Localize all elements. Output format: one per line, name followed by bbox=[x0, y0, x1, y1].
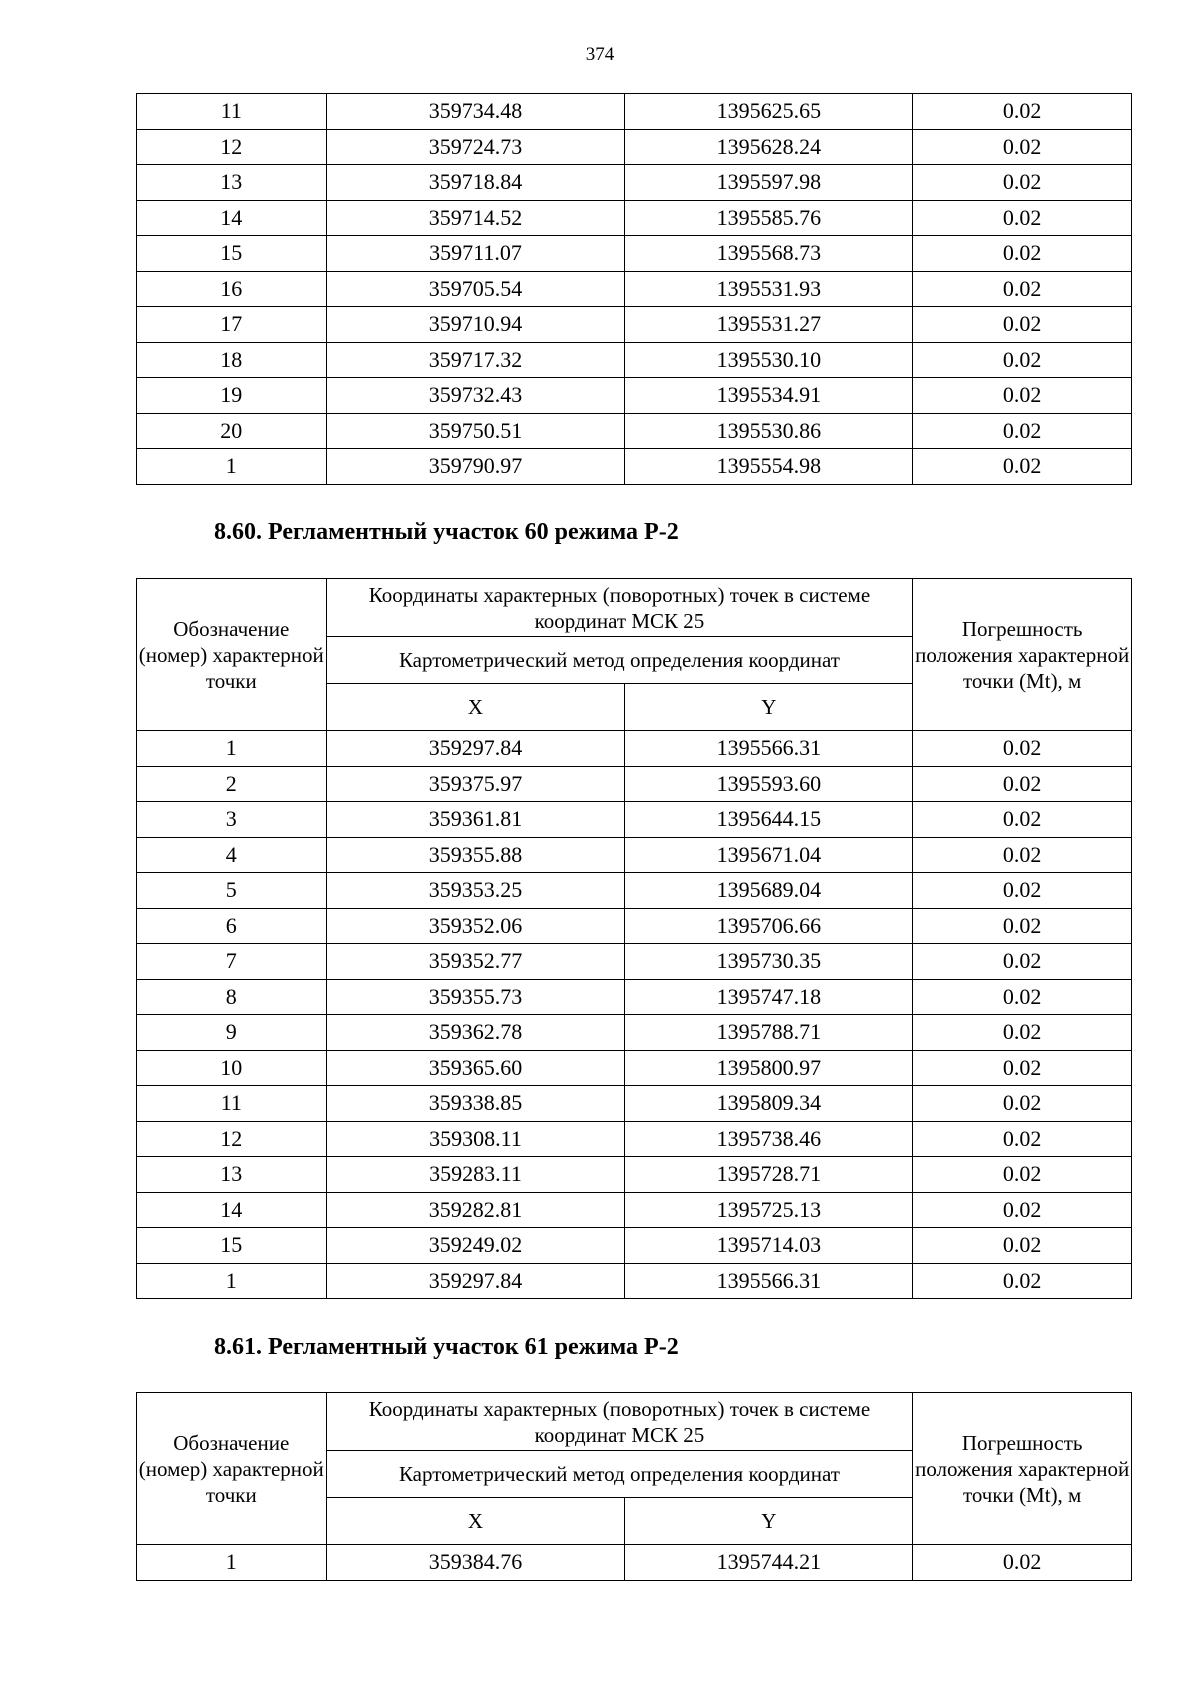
cell-error: 0.02 bbox=[913, 307, 1132, 343]
cell-x: 359384.76 bbox=[326, 1545, 625, 1581]
cell-error: 0.02 bbox=[913, 1228, 1132, 1264]
cell-point-number: 17 bbox=[137, 307, 327, 343]
table-row bbox=[137, 271, 1132, 307]
cell-error: 0.02 bbox=[913, 236, 1132, 272]
cell-error: 0.02 bbox=[913, 1545, 1132, 1581]
cell-x: 359362.78 bbox=[326, 1015, 625, 1051]
header-y-label: Y bbox=[625, 1498, 913, 1545]
cell-error: 0.02 bbox=[913, 1121, 1132, 1157]
cell-y: 1395809.34 bbox=[625, 1086, 913, 1122]
cell-point-number: 2 bbox=[137, 766, 327, 802]
cell-point-number: 1 bbox=[137, 1263, 327, 1299]
cell-error: 0.02 bbox=[913, 944, 1132, 980]
cell-y: 1395566.31 bbox=[625, 1263, 913, 1299]
table-row bbox=[137, 165, 1132, 201]
cell-y: 1395628.24 bbox=[625, 129, 913, 165]
table-row bbox=[137, 979, 1132, 1015]
table-row bbox=[137, 200, 1132, 236]
cell-y: 1395530.10 bbox=[625, 342, 913, 378]
cell-point-number: 18 bbox=[137, 342, 327, 378]
cell-y: 1395625.65 bbox=[625, 94, 913, 130]
cell-x: 359355.88 bbox=[326, 837, 625, 873]
table-row bbox=[137, 908, 1132, 944]
cell-y: 1395728.71 bbox=[625, 1157, 913, 1193]
cell-x: 359249.02 bbox=[326, 1228, 625, 1264]
table-row bbox=[137, 1157, 1132, 1193]
table-row bbox=[137, 236, 1132, 272]
table-row bbox=[137, 837, 1132, 873]
cell-x: 359718.84 bbox=[326, 165, 625, 201]
cell-point-number: 3 bbox=[137, 802, 327, 838]
cell-error: 0.02 bbox=[913, 94, 1132, 130]
cell-y: 1395706.66 bbox=[625, 908, 913, 944]
table-row bbox=[137, 1121, 1132, 1157]
cell-point-number: 1 bbox=[137, 449, 327, 485]
cell-error: 0.02 bbox=[913, 1157, 1132, 1193]
cell-y: 1395730.35 bbox=[625, 944, 913, 980]
table-row bbox=[137, 1050, 1132, 1086]
cell-point-number: 15 bbox=[137, 1228, 327, 1264]
cell-error: 0.02 bbox=[913, 129, 1132, 165]
cell-x: 359282.81 bbox=[326, 1192, 625, 1228]
cell-error: 0.02 bbox=[913, 1050, 1132, 1086]
table-row bbox=[137, 94, 1132, 130]
table-row bbox=[137, 1263, 1132, 1299]
cell-error: 0.02 bbox=[913, 449, 1132, 485]
header-method-label: Картометрический метод определения координат bbox=[326, 1451, 913, 1498]
table-row bbox=[137, 731, 1132, 767]
cell-point-number: 9 bbox=[137, 1015, 327, 1051]
cell-point-number: 8 bbox=[137, 979, 327, 1015]
cell-x: 359724.73 bbox=[326, 129, 625, 165]
cell-point-number: 13 bbox=[137, 1157, 327, 1193]
cell-y: 1395725.13 bbox=[625, 1192, 913, 1228]
header-error-label: Погрешность положения характерной точки (Mt), м bbox=[913, 579, 1132, 731]
cell-error: 0.02 bbox=[913, 802, 1132, 838]
cell-y: 1395531.93 bbox=[625, 271, 913, 307]
cell-point-number: 6 bbox=[137, 908, 327, 944]
coordinates-table-continued bbox=[136, 93, 1132, 485]
cell-x: 359352.06 bbox=[326, 908, 625, 944]
cell-y: 1395531.27 bbox=[625, 307, 913, 343]
cell-y: 1395800.97 bbox=[625, 1050, 913, 1086]
cell-y: 1395644.15 bbox=[625, 802, 913, 838]
cell-point-number: 15 bbox=[137, 236, 327, 272]
cell-error: 0.02 bbox=[913, 271, 1132, 307]
cell-x: 359711.07 bbox=[326, 236, 625, 272]
cell-point-number: 20 bbox=[137, 413, 327, 449]
cell-y: 1395530.86 bbox=[625, 413, 913, 449]
header-x-label: X bbox=[326, 684, 625, 731]
cell-x: 359710.94 bbox=[326, 307, 625, 343]
cell-y: 1395593.60 bbox=[625, 766, 913, 802]
cell-point-number: 14 bbox=[137, 200, 327, 236]
table-row bbox=[137, 1545, 1132, 1581]
cell-x: 359790.97 bbox=[326, 449, 625, 485]
cell-error: 0.02 bbox=[913, 1263, 1132, 1299]
cell-x: 359353.25 bbox=[326, 873, 625, 909]
header-error-label: Погрешность положения характерной точки (Mt), м bbox=[913, 1393, 1132, 1545]
cell-point-number: 11 bbox=[137, 1086, 327, 1122]
cell-y: 1395689.04 bbox=[625, 873, 913, 909]
cell-error: 0.02 bbox=[913, 200, 1132, 236]
cell-error: 0.02 bbox=[913, 1015, 1132, 1051]
cell-x: 359375.97 bbox=[326, 766, 625, 802]
cell-point-number: 5 bbox=[137, 873, 327, 909]
cell-y: 1395568.73 bbox=[625, 236, 913, 272]
cell-y: 1395788.71 bbox=[625, 1015, 913, 1051]
table-row bbox=[137, 873, 1132, 909]
cell-error: 0.02 bbox=[913, 731, 1132, 767]
cell-y: 1395534.91 bbox=[625, 378, 913, 414]
cell-error: 0.02 bbox=[913, 837, 1132, 873]
section-60-heading: 8.60. Регламентный участок 60 режима Р-2 bbox=[214, 519, 679, 545]
header-x-label: X bbox=[326, 1498, 625, 1545]
table-row bbox=[137, 1015, 1132, 1051]
cell-y: 1395738.46 bbox=[625, 1121, 913, 1157]
cell-x: 359705.54 bbox=[326, 271, 625, 307]
cell-point-number: 11 bbox=[137, 94, 327, 130]
cell-y: 1395714.03 bbox=[625, 1228, 913, 1264]
cell-y: 1395566.31 bbox=[625, 731, 913, 767]
cell-y: 1395744.21 bbox=[625, 1545, 913, 1581]
table-row bbox=[137, 413, 1132, 449]
section-61-heading: 8.61. Регламентный участок 61 режима Р-2 bbox=[214, 1334, 679, 1360]
cell-point-number: 16 bbox=[137, 271, 327, 307]
header-point-label: Обозначение (номер) характерной точки bbox=[137, 579, 327, 731]
cell-point-number: 14 bbox=[137, 1192, 327, 1228]
page-number: 374 bbox=[585, 44, 615, 65]
cell-y: 1395671.04 bbox=[625, 837, 913, 873]
cell-point-number: 13 bbox=[137, 165, 327, 201]
cell-x: 359361.81 bbox=[326, 802, 625, 838]
cell-error: 0.02 bbox=[913, 908, 1132, 944]
header-y-label: Y bbox=[625, 684, 913, 731]
cell-error: 0.02 bbox=[913, 1192, 1132, 1228]
cell-x: 359734.48 bbox=[326, 94, 625, 130]
cell-point-number: 1 bbox=[137, 731, 327, 767]
coordinates-table-section-60 bbox=[136, 578, 1132, 1299]
table-row bbox=[137, 129, 1132, 165]
cell-x: 359283.11 bbox=[326, 1157, 625, 1193]
cell-error: 0.02 bbox=[913, 979, 1132, 1015]
header-coordinates-label: Координаты характерных (поворотных) точек в системе координат МСК 25 bbox=[326, 1393, 913, 1451]
table-row bbox=[137, 1192, 1132, 1228]
coordinates-table-section-61 bbox=[136, 1392, 1132, 1581]
cell-point-number: 12 bbox=[137, 1121, 327, 1157]
cell-point-number: 4 bbox=[137, 837, 327, 873]
table-row bbox=[137, 766, 1132, 802]
cell-x: 359297.84 bbox=[326, 1263, 625, 1299]
cell-y: 1395747.18 bbox=[625, 979, 913, 1015]
cell-y: 1395597.98 bbox=[625, 165, 913, 201]
cell-error: 0.02 bbox=[913, 165, 1132, 201]
table-row bbox=[137, 802, 1132, 838]
cell-error: 0.02 bbox=[913, 766, 1132, 802]
cell-x: 359714.52 bbox=[326, 200, 625, 236]
cell-error: 0.02 bbox=[913, 1086, 1132, 1122]
cell-x: 359732.43 bbox=[326, 378, 625, 414]
cell-error: 0.02 bbox=[913, 413, 1132, 449]
header-coordinates-label: Координаты характерных (поворотных) точек в системе координат МСК 25 bbox=[326, 579, 913, 637]
cell-error: 0.02 bbox=[913, 378, 1132, 414]
header-point-label: Обозначение (номер) характерной точки bbox=[137, 1393, 327, 1545]
table-row bbox=[137, 307, 1132, 343]
table-row bbox=[137, 342, 1132, 378]
cell-y: 1395554.98 bbox=[625, 449, 913, 485]
cell-error: 0.02 bbox=[913, 342, 1132, 378]
cell-x: 359355.73 bbox=[326, 979, 625, 1015]
table-row bbox=[137, 449, 1132, 485]
cell-y: 1395585.76 bbox=[625, 200, 913, 236]
cell-point-number: 10 bbox=[137, 1050, 327, 1086]
table-row bbox=[137, 378, 1132, 414]
cell-error: 0.02 bbox=[913, 873, 1132, 909]
cell-x: 359750.51 bbox=[326, 413, 625, 449]
cell-x: 359297.84 bbox=[326, 731, 625, 767]
cell-x: 359717.32 bbox=[326, 342, 625, 378]
cell-point-number: 19 bbox=[137, 378, 327, 414]
table-row bbox=[137, 1086, 1132, 1122]
cell-point-number: 12 bbox=[137, 129, 327, 165]
cell-x: 359352.77 bbox=[326, 944, 625, 980]
cell-point-number: 1 bbox=[137, 1545, 327, 1581]
cell-point-number: 7 bbox=[137, 944, 327, 980]
header-method-label: Картометрический метод определения координат bbox=[326, 637, 913, 684]
cell-x: 359338.85 bbox=[326, 1086, 625, 1122]
cell-x: 359365.60 bbox=[326, 1050, 625, 1086]
table-row bbox=[137, 1228, 1132, 1264]
cell-x: 359308.11 bbox=[326, 1121, 625, 1157]
table-row bbox=[137, 944, 1132, 980]
